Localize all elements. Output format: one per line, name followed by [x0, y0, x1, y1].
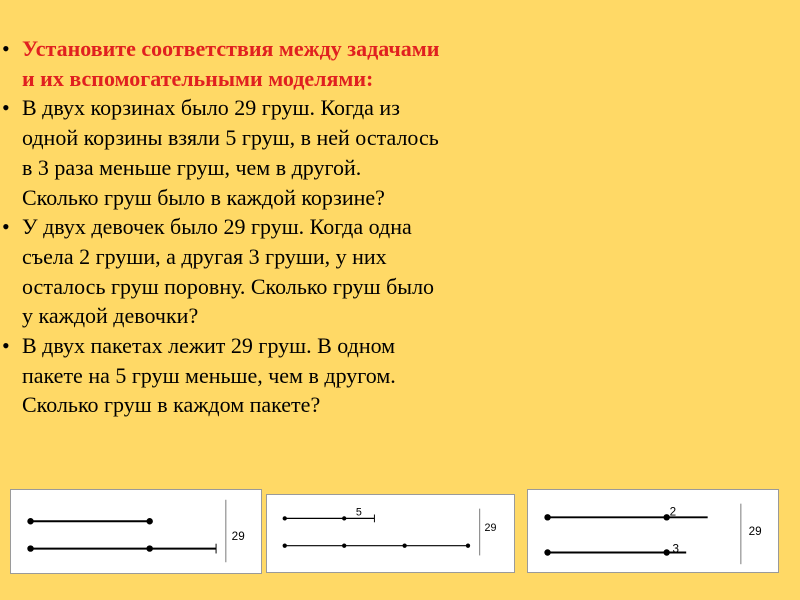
problem-line: одной корзины взяли 5 груш, в ней осталось: [22, 125, 439, 151]
bullet: •: [2, 214, 10, 240]
problem-2: [2, 212, 562, 331]
heading-line: и их вспомогательными моделями:: [22, 65, 374, 91]
segment-point: [146, 518, 152, 524]
problem-line: В двух пакетах лежит 29 груш. В одном: [22, 333, 396, 359]
problem-line: Сколько груш в каждом пакете?: [22, 392, 321, 418]
segment-point: [342, 516, 346, 520]
segment-point: [544, 514, 550, 520]
segment-point: [146, 545, 152, 551]
segment-point: [544, 549, 550, 555]
segment-model-3: [528, 490, 778, 572]
problem-3: [2, 331, 562, 420]
segment-model-1: [11, 490, 261, 573]
heading-text: [22, 34, 562, 93]
problem-line: пакете на 5 груш меньше, чем в другом.: [22, 362, 396, 388]
problem-line: осталось груш поровну. Сколько груш было: [22, 273, 435, 299]
heading-line: Установите соответствия между задачами: [22, 36, 440, 61]
task-text: [2, 34, 562, 420]
model-panel-1[interactable]: [10, 489, 262, 574]
segment-point: [402, 544, 406, 548]
segment-point: [27, 518, 33, 524]
segment-point: [283, 544, 287, 548]
problem-line: в 3 раза меньше груш, чем в другой.: [22, 154, 362, 180]
model-panel-2[interactable]: [266, 494, 515, 573]
problem-line: В двух корзинах было 29 груш. Когда из: [22, 95, 400, 121]
model-panel-3[interactable]: [527, 489, 779, 573]
extra-label: 5: [355, 506, 362, 519]
total-label: 29: [484, 522, 497, 535]
bottom-label: 3: [672, 542, 680, 556]
problem-line: съела 2 груши, а другая 3 груши, у них: [22, 243, 387, 269]
problem-line: у каждой девочки?: [22, 303, 199, 329]
problem-line: Сколько груш было в каждой корзине?: [22, 184, 385, 210]
segment-point: [27, 545, 33, 551]
total-label: 29: [748, 524, 762, 538]
bullet: •: [2, 333, 10, 359]
top-label: 2: [669, 505, 677, 519]
segment-point: [283, 516, 287, 520]
segment-model-2: [267, 495, 514, 572]
bullet: •: [2, 95, 10, 121]
segment-point: [466, 544, 470, 548]
extra-label: 5: [173, 532, 180, 545]
segment-point: [342, 544, 346, 548]
segment-point: [663, 549, 669, 555]
total-label: 29: [231, 529, 245, 543]
problem-1: [2, 93, 562, 212]
task-heading: [2, 34, 562, 93]
bullet: •: [2, 36, 10, 61]
problem-line: У двух девочек было 29 груш. Когда одна: [22, 214, 412, 240]
